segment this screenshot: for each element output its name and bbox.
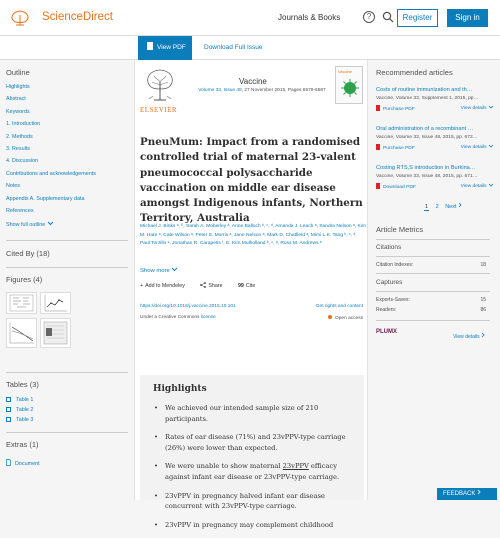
article-metrics-title: Article Metrics [376,225,424,234]
divider [6,267,128,268]
add-to-mendeley-button[interactable] [140,283,192,289]
captures-heading: Captures [376,279,403,286]
virus-illustration [340,77,360,99]
pdf-icon [147,42,153,50]
view-details-label: View details [460,184,487,189]
pdf-icon [376,183,380,189]
register-button[interactable]: Register [397,9,438,27]
divider [376,291,490,292]
cover-journal-label: Vaccine [338,69,352,74]
view-details-label: View details [460,106,487,111]
exports-saves-label: Exports-Saves: [376,297,410,303]
exports-saves-value: 15 [480,297,486,303]
purchase-pdf-label: Purchase PDF [383,107,415,112]
journal-issue-info [185,88,339,93]
show-full-outline-link[interactable] [6,221,130,228]
recommended-article-title[interactable]: Oral administration of a recombinant … [376,126,474,132]
chevron-down-icon [171,267,178,272]
highlights-list [153,403,359,538]
chevron-down-icon [47,221,54,226]
recommended-article-actions [376,183,494,191]
outline-section [0,68,130,228]
elsevier-logo[interactable] [140,66,180,106]
recommended-article-actions [376,105,494,113]
article-toolbar [0,36,500,60]
tables-section [0,380,39,389]
chevron-down-icon [488,183,494,187]
outline-item-references[interactable]: References [6,207,34,214]
recommended-article [376,126,494,152]
highlight-item [153,461,359,482]
metrics-view-details-link[interactable] [453,332,485,340]
citation-indexes-value: 18 [480,262,486,268]
view-pdf-button[interactable] [138,36,192,60]
table-grid-icon [6,407,11,412]
table-link-3[interactable] [6,417,33,423]
share-label: Share [208,283,223,289]
figure-thumbnail-3[interactable] [6,318,37,348]
citation-indexes-row [376,262,486,268]
outline-item-highlights[interactable]: Highlights [6,84,30,90]
volume-issue-link[interactable]: Volume 33, Issue 48 [198,88,242,93]
figures-section [0,275,42,284]
chevron-down-icon [488,144,494,148]
readers-label: Readers: [376,307,397,313]
cited-by-link[interactable]: Cited By (18) [6,249,50,258]
purchase-pdf-link[interactable] [376,107,415,112]
glossary-term-link[interactable]: 23vPPV [282,462,309,471]
highlight-item: • 23vPPV in pregnancy halved infant ear disease concurrent with 23vPPV-type carriage. [153,491,359,512]
recommended-pagination [424,202,462,210]
search-icon[interactable] [382,11,394,23]
divider [376,273,490,274]
purchase-pdf-link[interactable] [376,146,415,151]
figures-title: Figures (4) [6,275,43,284]
page-2-button[interactable]: 2 [435,204,439,210]
doi-link[interactable]: https://doi.org/10.1016/j.vaccine.2015.10.101 [140,304,236,309]
recommended-article-title[interactable]: Costing RTS,S introduction in Burkina… [376,165,476,171]
table-link-label: Table 2 [16,407,34,413]
chevron-right-icon [481,332,485,338]
figure-thumbnail-2[interactable] [40,292,71,314]
article-actions [140,282,269,289]
recommended-article-meta: Vaccine, Volume 33, Issue 48, 2015, pp. 671… [376,174,478,179]
left-sidebar [0,60,134,500]
exports-saves-row [376,297,486,303]
help-icon[interactable]: ? [363,11,375,23]
open-access-badge [303,315,363,321]
outline-item-introduction[interactable]: 1. Introduction [6,121,41,128]
volume-pages: , 27 November 2015, Pages 6579-6587 [241,88,326,93]
article-title: PneuMum: Impact from a randomised controlled trial of maternal 23-valent pneumococcal polysaccharide vaccination on middle ear disease amongst Indigenous infants, Northern Territory, Australia [140,136,363,225]
page-1-button[interactable]: 1 [425,204,429,210]
cite-label: Cite [245,283,256,289]
purchase-pdf-label: Purchase PDF [383,146,415,151]
outline-item-appendix[interactable]: Appendix A. Supplementary data [6,195,85,202]
journal-cover-image[interactable] [335,66,363,104]
table-grid-icon [6,417,11,422]
journal-name-link[interactable]: Vaccine [239,77,267,86]
brand-link[interactable]: ScienceDirect [42,11,113,23]
table-link-label: Table 1 [16,397,34,403]
outline-item-abstract[interactable]: Abstract [6,96,26,103]
recommended-article-actions [376,144,494,152]
feedback-label: FEEDBACK [443,491,476,497]
pdf-icon [376,105,380,111]
license-prefix: Under a Creative Commons [140,315,201,320]
elsevier-tree-logo[interactable] [6,9,34,27]
show-full-outline-label: Show full outline [6,222,46,229]
outline-item-notes[interactable]: Notes [6,183,21,190]
divider [376,320,490,321]
divider [6,432,128,433]
add-to-mendeley-label: Add to Mendeley [145,283,185,289]
recommended-article-meta: Vaccine, Volume 33, Supplement 1, 2015, pp… [376,96,479,101]
table-grid-icon [6,397,11,402]
divider [376,239,490,240]
table-link-1[interactable] [6,397,33,403]
outline-item-results[interactable]: 3. Results [6,145,30,152]
highlight-item: • Rates of ear disease (71%) and 23vPPV-type carriage (26%) were lower than expected. [153,432,359,453]
open-access-icon [328,315,332,319]
quote-icon: 99 [237,283,244,289]
chevron-right-icon [477,489,481,495]
download-pdf-label: Download PDF [383,185,416,190]
readers-value: 86 [480,307,486,313]
figure-thumbnail-4[interactable] [40,318,71,348]
highlight-item: • 23vPPV in pregnancy may complement childhood [153,520,359,531]
recommended-article-title[interactable]: Costs of routine immunization and th… [376,87,473,93]
journals-books-link[interactable]: Journals & Books [278,13,341,22]
license-link[interactable]: license [200,315,216,320]
highlight-text-post: efficacy against infant ear disease or 23vPPV-type carriage. [165,462,340,481]
divider [6,240,128,241]
outline-title: Outline [6,68,30,77]
cite-button[interactable] [238,283,262,289]
feedback-button[interactable] [437,488,497,500]
readers-row [376,307,486,313]
outline-item-discussion[interactable]: 4. Discussion [6,158,39,165]
next-page-button[interactable] [445,204,462,210]
share-button[interactable] [200,283,229,289]
document-link[interactable] [6,459,40,467]
highlights-box [140,375,364,529]
view-details-link[interactable] [461,105,494,111]
tables-title: Tables (3) [6,380,39,389]
outline-item-methods[interactable]: 2. Methods [6,133,33,140]
plumx-logo[interactable]: PLUMX [376,329,397,335]
download-full-issue-link[interactable]: Download Full Issue [204,44,263,51]
view-details-label: View details [453,334,480,340]
view-details-link[interactable] [461,144,494,150]
figure-thumbnail-1[interactable] [6,292,37,314]
plus-icon: + [140,283,144,289]
view-pdf-label: View PDF [157,44,186,51]
open-access-label: Open access [335,316,363,321]
pdf-icon [376,144,380,150]
divider [6,372,128,373]
view-details-label: View details [460,145,487,150]
article-main [134,60,368,529]
extras-title: Extras (1) [6,440,39,449]
chevron-right-icon [458,202,462,208]
next-page-label: Next [445,204,457,210]
get-rights-link[interactable]: Get rights and content [315,304,363,309]
table-link-label: Table 3 [16,417,34,423]
highlight-text-pre: We were unable to show maternal [165,462,283,471]
citations-heading: Citations [376,244,402,251]
license-text [140,315,216,320]
share-icon [200,282,206,288]
download-pdf-link[interactable] [376,185,416,190]
recommended-article [376,165,494,191]
view-details-link[interactable] [461,183,494,189]
publisher-name: ELSEVIER [140,106,178,114]
highlights-title: Highlights [153,384,207,394]
show-more-label: Show more [140,268,170,274]
sign-in-button[interactable]: Sign in [447,9,488,27]
citation-indexes-label: Citation Indexes: [376,262,414,268]
outline-item-keywords[interactable]: Keywords [6,108,30,115]
document-icon [6,459,11,466]
extras-section [0,440,39,449]
document-link-label: Document [15,461,40,467]
table-link-2[interactable] [6,407,33,413]
recommended-title: Recommended articles [376,68,453,77]
top-header [0,0,500,36]
author-list[interactable]: Michael J. Binks ᵃ, ᴱ, Sarah A. Moberley ᵃ, Anne Balloch ᵇ, ᶜ, ᵈ, Amanda J. Leach ᵃ, Sandra Nelson ᵃ, Kim M. Hare ᵃ, Cate Wilson ᵃ, Peter S. Morris ᵃ, Jane Nelson ᵃ, Mark D. Chatfield ᵃ, Mimi L.K. Tang ᵇ, ᶜ, ᵈ, Paul Torzillo ᵉ, Jonathan R. Carapetis ᶠ, E. Kim Mulholland ᵇ, ᶜ, ᵍ, Ross M. Andrews ᵃ [140,224,366,247]
recommended-article-meta: Vaccine, Volume 33, Issue 48, 2015, pp. 672… [376,135,478,140]
outline-item-contributions[interactable]: Contributions and acknowledgements [6,170,96,177]
show-more-button[interactable] [140,267,178,274]
chevron-down-icon [488,105,494,109]
divider [376,256,490,257]
recommended-article [376,87,494,113]
highlight-item: • We achieved our intended sample size of 210 participants. [153,403,359,424]
